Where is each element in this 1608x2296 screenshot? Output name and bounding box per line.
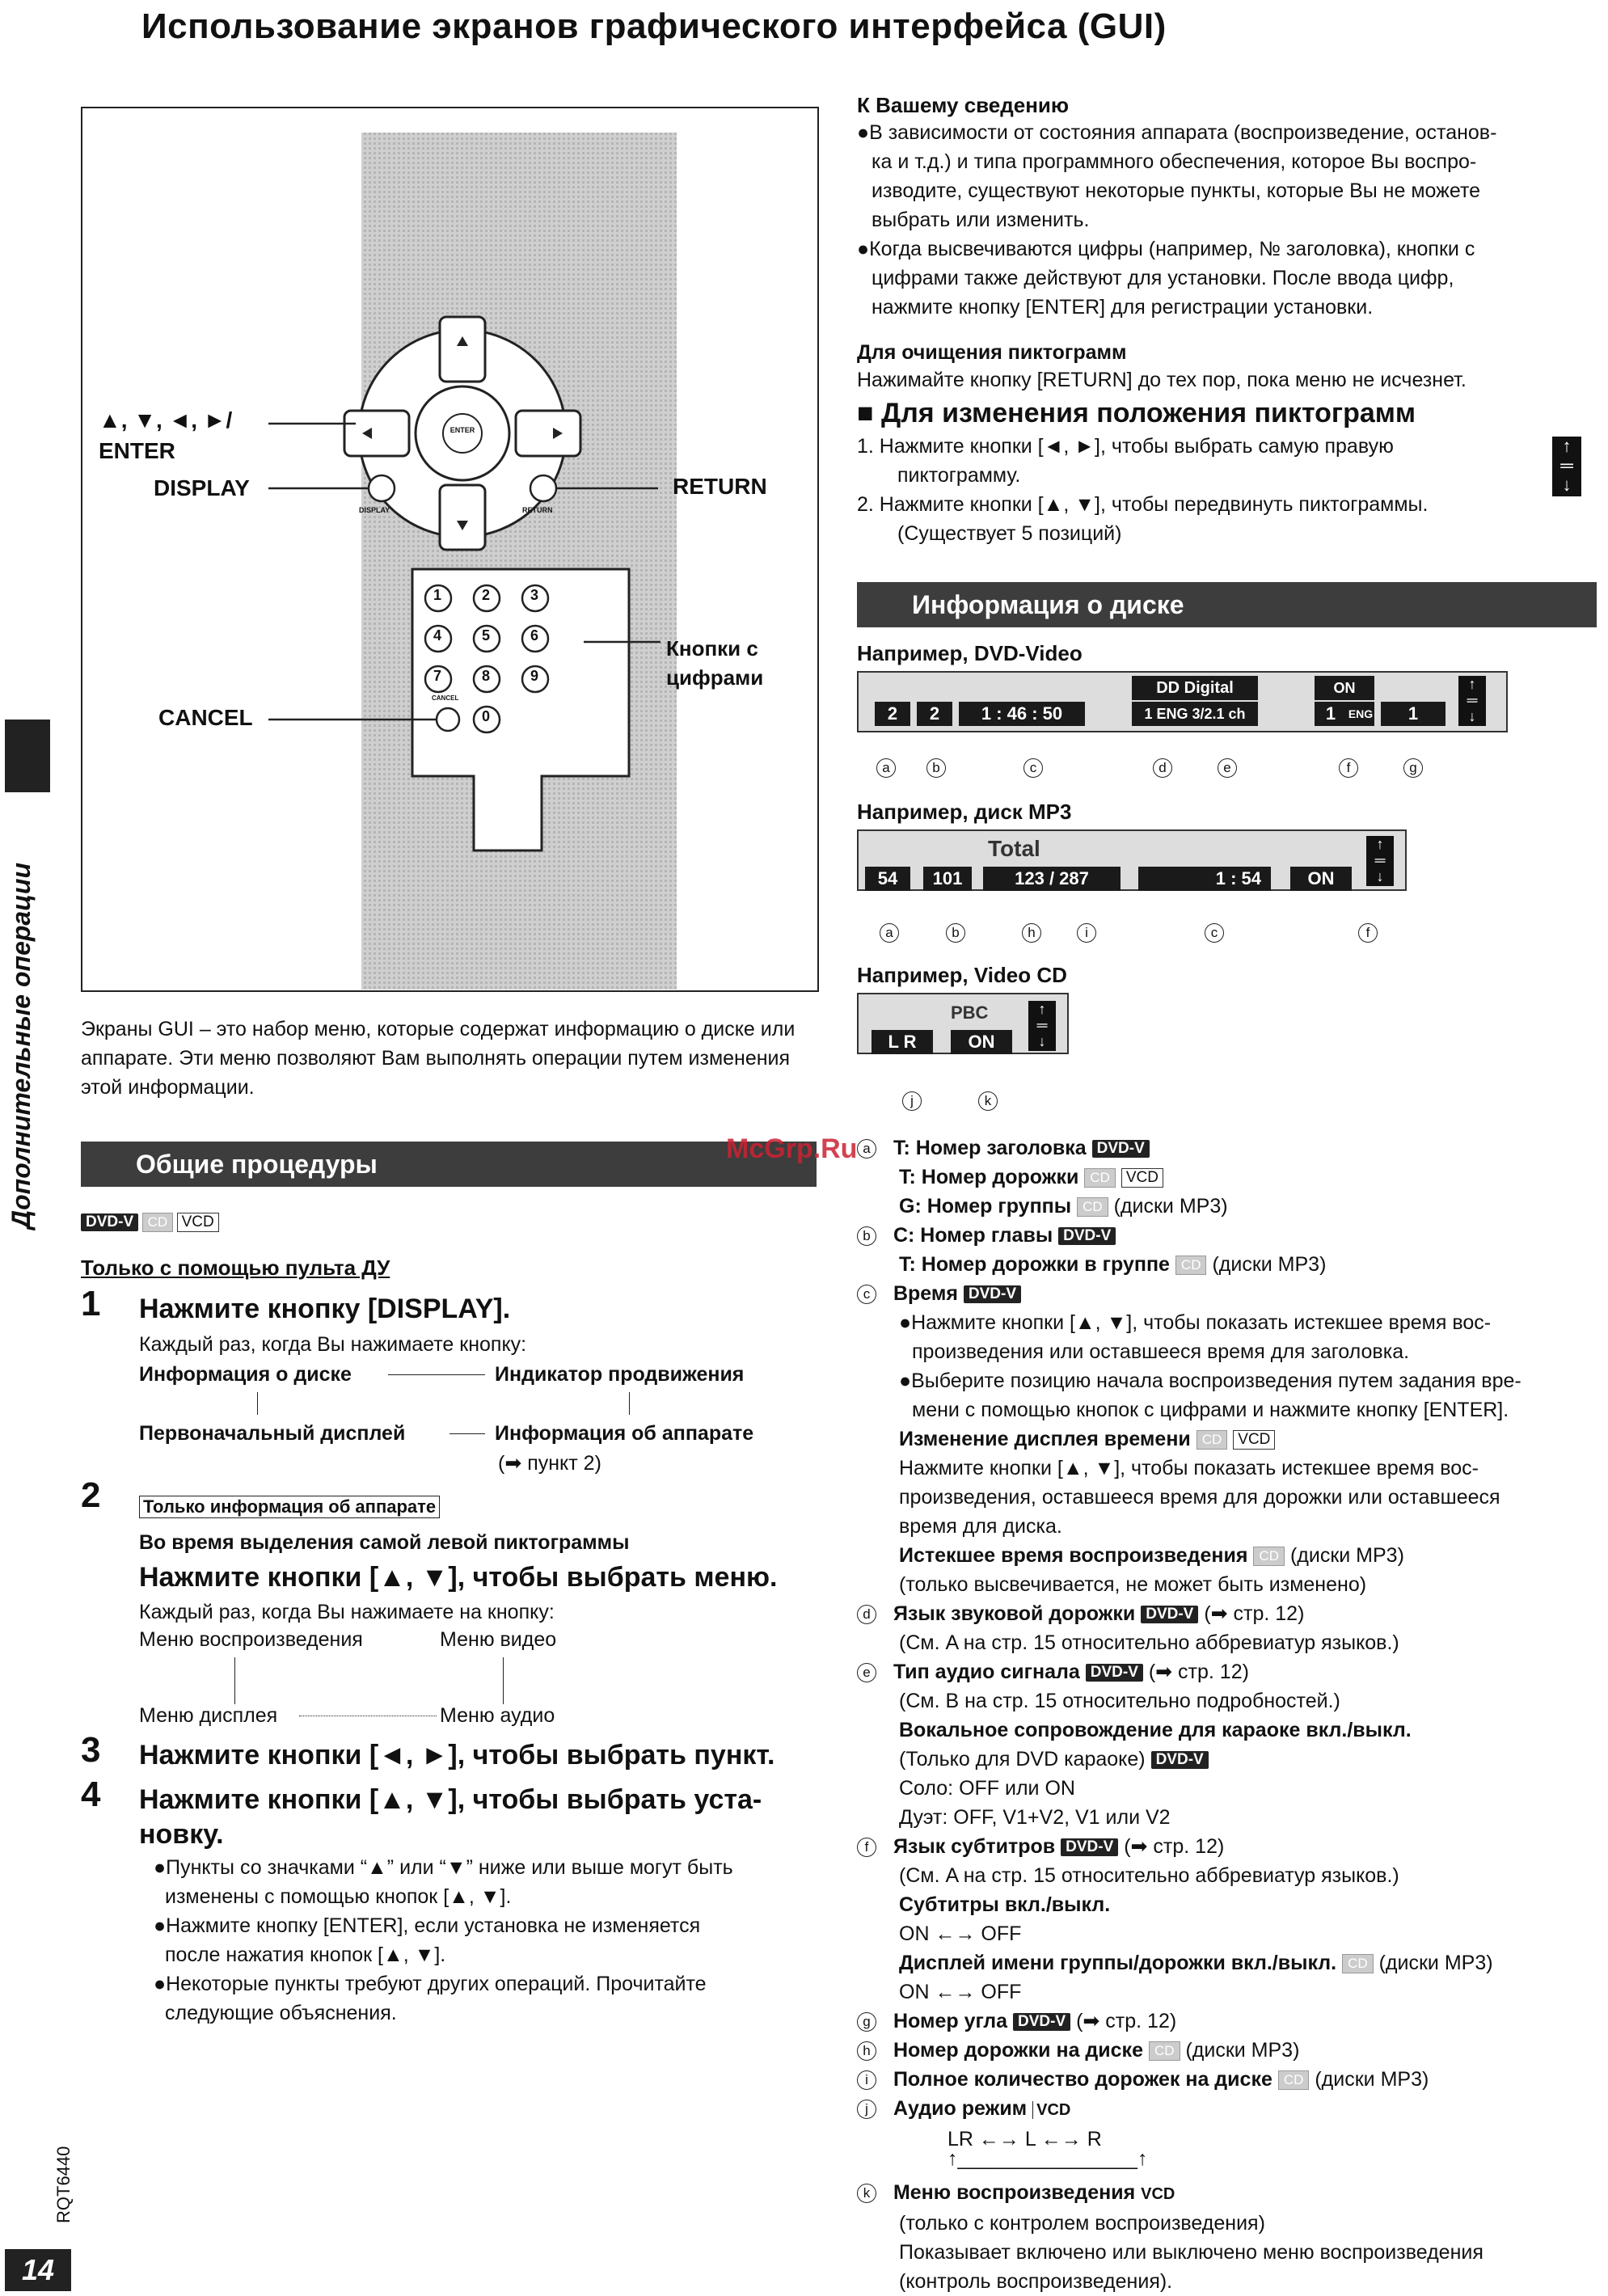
- disc-header: Информация о диске: [857, 582, 1597, 627]
- label-return: RETURN: [673, 474, 767, 499]
- dvd-callouts: [857, 758, 1520, 783]
- remote-figure: [81, 107, 819, 992]
- clear-head: Для очищения пиктограмм: [857, 341, 1127, 364]
- dvd-lang: 1 ENG 3/2.1 ch: [1132, 702, 1258, 726]
- mp3-count: 123 / 287: [983, 867, 1121, 891]
- step1-c: Первоначальный дисплей: [139, 1422, 406, 1445]
- vcd-on: ON: [951, 1030, 1012, 1054]
- mark3-j: j: [902, 1091, 922, 1111]
- arrow-left: [449, 1433, 485, 1434]
- pos-lines: 1. Нажмите кнопки [◄, ►], чтобы выбрать самую правую пиктограмму. 2. Нажмите кнопки [▲, ▼], чтобы передвинуть пиктограммы. (Существует 5 позиций): [857, 435, 1429, 545]
- arrow-up: [257, 1392, 258, 1415]
- key-2[interactable]: 2: [482, 587, 491, 603]
- mark3-k: k: [978, 1091, 998, 1111]
- step4-bullets: ●Пункты со значками “▲” или “▼” ниже или выше могут быть изменены с помощью кнопок [▲, ▼]. ●Нажмите кнопку [ENTER], если установка не изменяется после нажатия кнопок [▲, ▼]. ●Некоторые пункты требуют других операций. Прочитайте следующие объяснения.: [154, 1856, 733, 2024]
- mark2-a: a: [880, 923, 899, 943]
- mp3-time: 1 : 54: [1138, 867, 1271, 891]
- dvd-angle: 1: [1381, 702, 1446, 726]
- label-enter: ENTER: [99, 438, 175, 463]
- badge-dvdv: DVD-V: [81, 1213, 138, 1231]
- dvd-move-icon: ↑ ═ ↓: [1458, 676, 1486, 726]
- label-display: DISPLAY: [154, 475, 250, 500]
- step1-num: 1: [81, 1284, 101, 1323]
- menu-line-r: [503, 1657, 504, 1704]
- step2-box: Только информация об аппарате: [139, 1496, 440, 1518]
- vcd-pbc: PBC: [951, 1002, 989, 1023]
- intro-text: Экраны GUI – это набор меню, которые содержат информацию о диске или аппарате. Эти меню позволяют Вам выполнять операции путем изменения этой информации.: [81, 1018, 796, 1099]
- clear-text: Нажимайте кнопку [RETURN] до тех пор, пока меню не исчезнет.: [857, 369, 1467, 391]
- dvd-dd: DD Digital: [1132, 676, 1258, 700]
- side-label: Дополнительные операции: [6, 863, 36, 1229]
- ex1-label: Например, DVD-Video: [857, 641, 1083, 665]
- step2-num: 2: [81, 1475, 101, 1515]
- page-title: Использование экранов графического интерфейса (GUI): [141, 6, 1167, 46]
- legend-list: a T: Номер заголовка DVD-V T: Номер дорожки CD VCD G: Номер группы CD (диски MP3) b C: Номер главы DVD-V T: Номер дорожки в группе CD (диски MP3) c Время DVD-V ●Нажмите кнопки [▲, ▼], чтобы показать истекшее время вос- произведения или оставшееся время для заголовка. ●Выберите позицию начала воспроизведения путем задания вре- мени с помощью кнопок с цифрами и нажмите кнопку [ENTER]. Изменение дисплея времени CD VCD Нажмите кнопки [▲, ▼], чтобы показать истекшее время вос- произведения, оставшееся время для дорожки или оставшееся время для диска. Истекшее время воспроизведения CD (диски MP3) (только высвечивается, не может быть изменено) d Язык звуковой дорожки DVD-V (➡ стр. 12) (См. A на стр. 15 относительно аббревиатур языков.) e Тип аудио сигнала DVD-V (➡ стр. 12) (См. B на стр. 15 относительно подробностей.) Вокальное сопровождение для караоке вкл./выкл. (Только для DVD караоке) DVD-V Соло: OFF или ON Дуэт: OFF, V1+V2, V1 или V2 f Язык субтитров DVD-V (➡ стр. 12) (См. A на стр. 15 относительно аббревиатур языков.) Субтитры вкл./выкл. ON ←→ OFF Дисплей имени группы/дорожки вкл./выкл. CD (диски MP3) ON ←→ OFF g Номер угла DVD-V (➡ стр. 12) h Номер дорожки на диске CD (диски MP3) i Полное количество дорожек на диске CD (диски MP3) j Аудио режим VCD LR ←→ L ←→ R ↑________________↑ k Меню воспроизведения VCD (только с контролем воспроизведения) Показывает включено или выключено меню воспроизведения (контроль воспроизведения).: [857, 1133, 1601, 2296]
- mp3-group: 54: [865, 867, 910, 891]
- dvd-time: 1 : 46 : 50: [959, 702, 1085, 726]
- mp3-total: Total: [988, 836, 1040, 861]
- page-number: 14: [5, 2249, 71, 2291]
- key-enter[interactable]: ENTER: [449, 426, 475, 434]
- label-cancel: CANCEL: [158, 705, 253, 730]
- dvd-sub-on: ON: [1315, 676, 1374, 700]
- key-7[interactable]: 7: [433, 668, 442, 684]
- key-return[interactable]: RETURN: [522, 506, 553, 514]
- key-1[interactable]: 1: [433, 587, 442, 603]
- mark-a: a: [876, 758, 896, 778]
- mark2-f: f: [1358, 923, 1378, 943]
- dvd-title-num: 2: [875, 702, 910, 726]
- mark2-c: c: [1205, 923, 1224, 943]
- label-numbers: Кнопки с цифрами: [666, 636, 764, 690]
- key-6[interactable]: 6: [530, 627, 539, 644]
- key-8[interactable]: 8: [482, 668, 491, 684]
- key-3[interactable]: 3: [530, 587, 539, 603]
- key-5[interactable]: 5: [482, 627, 491, 644]
- step1-d: Информация об аппарате: [495, 1422, 754, 1445]
- key-display[interactable]: DISPLAY: [359, 506, 390, 514]
- menu-video: Меню видео: [440, 1628, 557, 1651]
- mp3-track: 101: [923, 867, 972, 891]
- only-remote: Только с помощью пульта ДУ: [81, 1256, 390, 1280]
- menu-play: Меню воспроизведения: [139, 1628, 363, 1651]
- step1-b: Индикатор продвижения: [495, 1363, 745, 1386]
- mark-f: f: [1339, 758, 1358, 778]
- dvd-chapter-num: 2: [917, 702, 952, 726]
- key-0[interactable]: 0: [482, 708, 491, 724]
- badge-cd: CD: [142, 1213, 174, 1232]
- vcd-move-icon: ↑ ═ ↓: [1028, 1001, 1056, 1051]
- mark2-i: i: [1077, 923, 1096, 943]
- key-4[interactable]: 4: [433, 627, 442, 644]
- step1-sub: Каждый раз, когда Вы нажимаете кнопку:: [139, 1333, 527, 1356]
- note-lines: ●В зависимости от состояния аппарата (воспроизведение, останов- ка и т.д.) и типа программного обеспечения, которое Вы воспро- изводите, существуют некоторые пункты, которые Вы не можете выбрать или изменить. ●Когда высвечиваются цифры (например, № заголовка), кнопки с цифрами также действуют для установки. После ввода цифр, нажмите кнопку [ENTER] для регистрации установки.: [857, 121, 1497, 319]
- remote-illustration: [82, 108, 817, 990]
- common-header: Общие процедуры: [81, 1142, 817, 1187]
- mark2-h: h: [1022, 923, 1041, 943]
- pos-head: ■ Для изменения положения пиктограмм: [857, 398, 1416, 428]
- side-tab: [5, 720, 50, 792]
- ex2-label: Например, диск MP3: [857, 800, 1072, 824]
- key-cancel[interactable]: CANCEL: [432, 694, 459, 702]
- common-badges: [81, 1213, 219, 1232]
- mark-c: c: [1023, 758, 1043, 778]
- mark-e: e: [1218, 758, 1237, 778]
- step2-sub1: Во время выделения самой левой пиктограммы: [139, 1531, 630, 1554]
- mark-g: g: [1403, 758, 1423, 778]
- badge-vcd: VCD: [177, 1213, 219, 1232]
- step3-title: Нажмите кнопки [◄, ►], чтобы выбрать пункт.: [139, 1740, 775, 1771]
- menu-audio: Меню аудио: [440, 1704, 555, 1727]
- menu-display: Меню дисплея: [139, 1704, 278, 1727]
- step1-a: Информация о диске: [139, 1363, 352, 1386]
- note-head: К Вашему сведению: [857, 93, 1070, 117]
- vcd-lr: L R: [872, 1030, 933, 1054]
- step2-title: Нажмите кнопки [▲, ▼], чтобы выбрать меню.: [139, 1562, 778, 1593]
- step4-title2: новку.: [139, 1819, 224, 1850]
- step1-e: (➡ пункт 2): [498, 1452, 601, 1475]
- step1-title: Нажмите кнопку [DISPLAY].: [139, 1294, 511, 1324]
- step4-num: 4: [81, 1775, 101, 1814]
- mp3-callouts: [857, 923, 1423, 948]
- vcd-callouts: [857, 1091, 1067, 1116]
- step2-sub2: Каждый раз, когда Вы нажимаете на кнопку:: [139, 1601, 555, 1623]
- menu-line-l: [234, 1657, 235, 1704]
- dvd-sub-num: 1: [1315, 702, 1347, 726]
- label-arrows: ▲, ▼, ◄, ►/: [99, 407, 233, 433]
- key-9[interactable]: 9: [530, 668, 539, 684]
- mark2-b: b: [946, 923, 965, 943]
- step3-num: 3: [81, 1730, 101, 1770]
- mp3-move-icon: ↑ ═ ↓: [1366, 836, 1394, 886]
- mark-d: d: [1153, 758, 1172, 778]
- ex3-label: Например, Video CD: [857, 963, 1067, 987]
- watermark: McGrp.Ru: [726, 1133, 858, 1164]
- dvd-sub-eng: ENG: [1347, 702, 1374, 726]
- step4-title1: Нажмите кнопки [▲, ▼], чтобы выбрать уста-: [139, 1784, 762, 1815]
- arrow-right: [388, 1374, 485, 1375]
- arrow-down: [629, 1392, 630, 1415]
- page-code: RQT6440: [53, 2146, 74, 2223]
- pos-icon: ↑ ═ ↓: [1552, 437, 1581, 496]
- mark-b: b: [926, 758, 946, 778]
- mp3-on: ON: [1290, 867, 1352, 891]
